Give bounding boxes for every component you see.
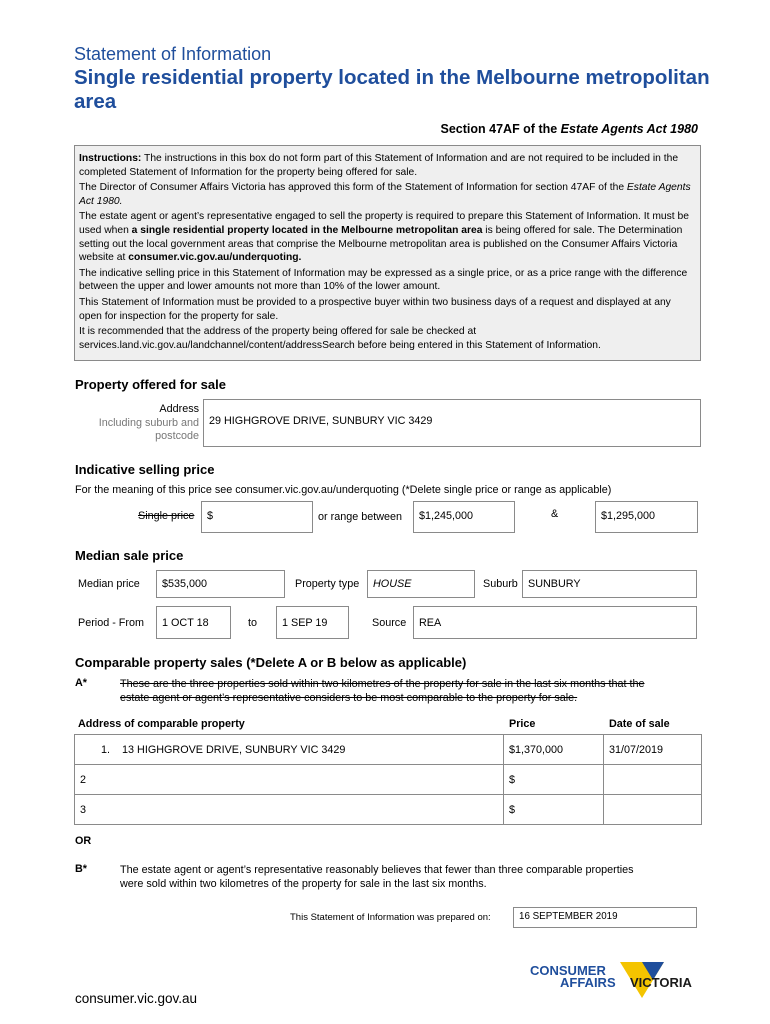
instructions-p2 bbox=[79, 181, 694, 208]
comparable-heading: Comparable property sales (*Delete A or B below as applicable) bbox=[75, 655, 467, 670]
document-subtitle: Statement of Information bbox=[74, 44, 272, 64]
comparable-price-cell[interactable]: $ bbox=[504, 765, 604, 795]
underquoting-link[interactable]: consumer.vic.gov.au/underquoting. bbox=[128, 252, 302, 264]
prepared-date-field[interactable]: 16 SEPTEMBER 2019 bbox=[513, 907, 697, 928]
period-from-label: Period - From bbox=[78, 617, 144, 629]
section-act: Estate Agents Act 1980 bbox=[560, 122, 698, 136]
option-a-label: A* bbox=[75, 677, 87, 689]
comparable-price-cell[interactable]: $1,370,000 bbox=[504, 735, 604, 765]
instructions-p3 bbox=[79, 210, 694, 264]
option-b-text-2: were sold within two kilometres of the property for sale in the last six months. bbox=[120, 878, 487, 890]
median-price-field[interactable]: $535,000 bbox=[156, 570, 285, 598]
instructions-p3-bold: a single residential property located in the Melbourne metropolitan area bbox=[131, 224, 483, 236]
address-label-1: Address bbox=[159, 403, 199, 415]
single-price-label: Single price bbox=[138, 510, 195, 522]
period-from-field[interactable]: 1 OCT 18 bbox=[156, 606, 231, 639]
instructions-label: Instructions: bbox=[79, 153, 142, 164]
option-a-text-1: These are the three properties sold within two kilometres of the property for sale in the last six months that the bbox=[120, 678, 645, 690]
col-price-header: Price bbox=[509, 718, 536, 730]
instructions-p1 bbox=[79, 152, 694, 179]
col-address-header: Address of comparable property bbox=[78, 718, 245, 730]
instructions-p6: It is recommended that the address of the property being offered for sale be checked at services.land.vic.gov.au/landchannel/content/addressSearch before being entered in this Statement of Information. bbox=[79, 326, 601, 351]
or-label: OR bbox=[75, 835, 92, 847]
row-number: 3 bbox=[80, 803, 87, 816]
suburb-field[interactable]: SUNBURY bbox=[522, 570, 697, 598]
address-label bbox=[74, 403, 199, 444]
instructions-p5: This Statement of Information must be provided to a prospective buyer within two business days of a request and displayed at any open for inspection for the property for sale. bbox=[79, 296, 671, 322]
range-ampersand: & bbox=[551, 508, 559, 520]
consumer-affairs-victoria-logo bbox=[530, 962, 710, 1002]
col-date-header: Date of sale bbox=[609, 718, 670, 730]
price-heading: Indicative selling price bbox=[75, 462, 215, 477]
table-row bbox=[75, 795, 702, 825]
median-price-label: Median price bbox=[78, 578, 140, 590]
row-address: 13 HIGHGROVE DRIVE, SUNBURY VIC 3429 bbox=[122, 743, 346, 756]
range-low-field[interactable]: $1,245,000 bbox=[413, 501, 515, 533]
option-b-text bbox=[120, 863, 702, 891]
instructions-p2-text: The Director of Consumer Affairs Victoria has approved this form of the Statement of Information for section 47AF of the bbox=[79, 182, 627, 194]
suburb-label: Suburb bbox=[483, 578, 518, 590]
table-row bbox=[75, 765, 702, 795]
logo-word-victoria: VICTORIA bbox=[630, 975, 692, 990]
range-high-field[interactable]: $1,295,000 bbox=[595, 501, 698, 533]
section-reference bbox=[441, 122, 698, 136]
period-to-label: to bbox=[248, 617, 258, 629]
section-prefix: Section 47AF of the bbox=[440, 122, 561, 136]
row-number: 1. bbox=[101, 743, 111, 756]
instructions-box bbox=[74, 145, 701, 361]
option-b-text-1: The estate agent or agent’s representative reasonably believes that fewer than three comparable properties bbox=[120, 864, 634, 876]
comparable-address-cell[interactable] bbox=[75, 765, 504, 795]
instructions-p4: The indicative selling price in this Statement of Information may be expressed as a single price, or as a price range with the difference between the upper and lower amounts not more than 10% of the lower amount. bbox=[79, 267, 688, 293]
comparable-date-cell[interactable] bbox=[604, 765, 702, 795]
instructions-p2-act: Estate Agents Act 1980. bbox=[79, 182, 691, 207]
logo-word-consumer: CONSUMER bbox=[530, 963, 606, 978]
single-price-field[interactable]: $ bbox=[201, 501, 313, 533]
instructions-p3-text-b: is being offered for sale. The Determination setting out the local government areas that comprise the Melbourne metropolitan area is published on the Consumer Affairs Victoria website at bbox=[79, 224, 683, 264]
median-heading: Median sale price bbox=[75, 548, 184, 563]
source-label: Source bbox=[372, 617, 407, 629]
property-heading: Property offered for sale bbox=[75, 377, 226, 392]
logo-word-affairs: AFFAIRS bbox=[560, 975, 616, 990]
option-a-text-2: estate agent or agent’s representative considers to be most comparable to the property for sale. bbox=[120, 692, 578, 704]
comparable-address-cell[interactable] bbox=[75, 795, 504, 825]
document-title: Single residential property located in the Melbourne metropolitan area bbox=[74, 66, 710, 113]
comparable-date-cell[interactable] bbox=[604, 795, 702, 825]
property-address-field[interactable]: 29 HIGHGROVE DRIVE, SUNBURY VIC 3429 bbox=[203, 399, 701, 447]
comparable-price-cell[interactable]: $ bbox=[504, 795, 604, 825]
period-to-field[interactable]: 1 SEP 19 bbox=[276, 606, 349, 639]
property-type-field[interactable]: HOUSE bbox=[367, 570, 475, 598]
instructions-p3-text-a: The estate agent or agent’s representative engaged to sell the property is required to prepare this Statement of Information. It must be used when bbox=[79, 211, 689, 236]
property-type-label: Property type bbox=[295, 578, 360, 590]
option-a-text bbox=[120, 677, 702, 705]
footer-url[interactable]: consumer.vic.gov.au bbox=[75, 991, 198, 1006]
price-note: For the meaning of this price see consumer.vic.gov.au/underquoting (*Delete single price or range as applicable) bbox=[75, 484, 612, 496]
comparable-date-cell[interactable]: 31/07/2019 bbox=[604, 735, 702, 765]
table-row bbox=[75, 735, 702, 765]
source-field[interactable]: REA bbox=[413, 606, 697, 639]
row-number: 2 bbox=[80, 773, 87, 786]
instructions-p1-text: The instructions in this box do not form part of this Statement of Information and are not required to be included in the completed Statement of Information for the property being offered for sale. bbox=[79, 153, 679, 178]
option-b-label: B* bbox=[75, 863, 87, 875]
prepared-label: This Statement of Information was prepared on: bbox=[290, 912, 491, 923]
comparable-address-cell[interactable] bbox=[75, 735, 504, 765]
address-label-2: Including suburb and bbox=[98, 416, 199, 429]
comparable-table bbox=[74, 734, 702, 825]
address-label-3: postcode bbox=[155, 430, 199, 442]
range-label: or range between bbox=[318, 511, 403, 523]
